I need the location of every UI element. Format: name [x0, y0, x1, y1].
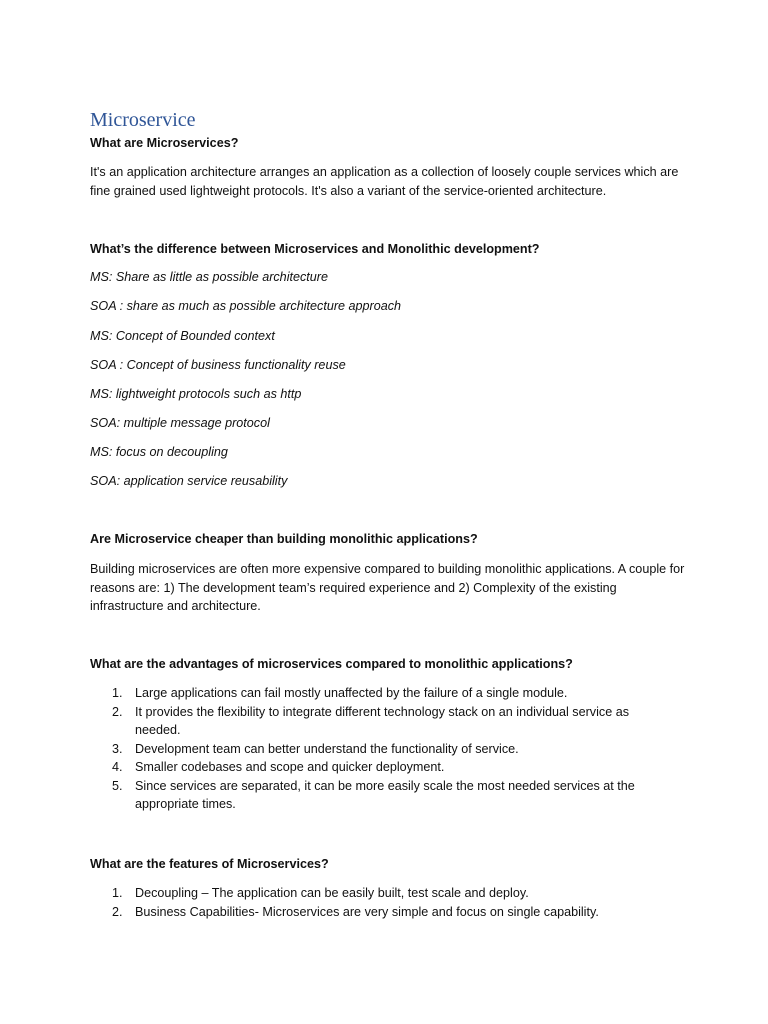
list-number: 3.: [112, 741, 123, 756]
difference-item: MS: Concept of Bounded context: [90, 329, 275, 343]
heading-advantages: What are the advantages of microservices compared to monolithic applications?: [90, 657, 573, 671]
list-item: [90, 758, 650, 777]
paragraph-what-are-microservices: It's an application architecture arranges an application as a collection of loosely couple services which are fine grained used lightweight protocols. It's also a variant of the service-oriented architecture.: [90, 165, 679, 198]
heading-cheaper: Are Microservice cheaper than building monolithic applications?: [90, 532, 478, 546]
list-item: [90, 903, 650, 922]
list-number: 5.: [112, 778, 123, 793]
list-item-text: It provides the flexibility to integrate different technology stack on an individual service as needed.: [135, 704, 629, 737]
list-item-text: Smaller codebases and scope and quicker deployment.: [135, 760, 445, 774]
document-title: Microservice: [90, 109, 196, 131]
list-item: [90, 777, 650, 814]
difference-item: SOA : share as much as possible architecture approach: [90, 299, 402, 313]
list-item: [90, 684, 650, 703]
list-number: 2.: [112, 904, 123, 919]
list-item-text: Business Capabilities- Microservices are very simple and focus on single capability.: [135, 904, 599, 919]
difference-item: SOA: multiple message protocol: [90, 416, 270, 430]
difference-item: SOA: application service reusability: [90, 474, 288, 488]
difference-item: SOA : Concept of business functionality reuse: [90, 358, 346, 372]
heading-difference: What’s the difference between Microservices and Monolithic development?: [90, 242, 540, 256]
list-item-text: Large applications can fail mostly unaffected by the failure of a single module.: [135, 686, 568, 700]
list-item: [90, 703, 650, 740]
list-number: 4.: [112, 760, 123, 774]
paragraph-cheaper: Building microservices are often more expensive compared to building monolithic applications. A couple for reasons are: 1) The development team’s required experience and 2) Complexity of the existing infrastructure and architecture.: [90, 562, 685, 613]
features-list: [90, 884, 650, 921]
list-item: [90, 740, 650, 759]
list-item: [90, 884, 650, 903]
difference-item: MS: Share as little as possible architecture: [90, 270, 328, 284]
list-number: 2.: [112, 704, 123, 719]
difference-item: MS: lightweight protocols such as http: [90, 387, 302, 401]
list-item-text: Decoupling – The application can be easily built, test scale and deploy.: [135, 886, 529, 900]
heading-features: What are the features of Microservices?: [90, 857, 329, 871]
heading-what-are-microservices: What are Microservices?: [90, 136, 239, 150]
advantages-list: [90, 684, 650, 814]
list-number: 1.: [112, 686, 123, 700]
list-number: 1.: [112, 886, 123, 900]
difference-item: MS: focus on decoupling: [90, 445, 228, 459]
list-item-text: Development team can better understand the functionality of service.: [135, 741, 519, 756]
list-item-text: Since services are separated, it can be more easily scale the most needed services at the appropriate times.: [135, 778, 635, 811]
